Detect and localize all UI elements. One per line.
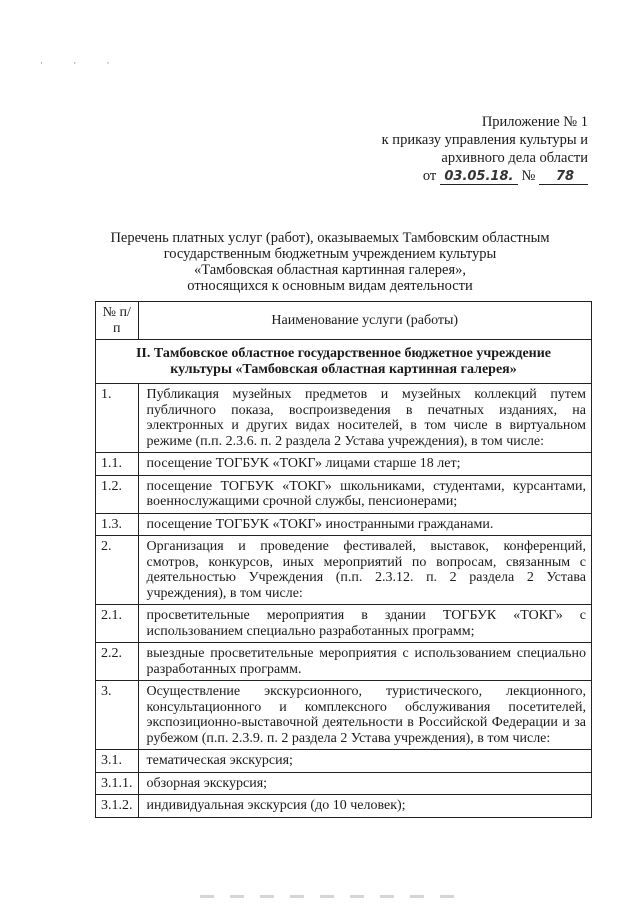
row-service-name: просветительные мероприятия в здании ТОГБУК «ТОКГ» с использованием специально разработанных программ; <box>138 605 592 643</box>
scan-edge-noise <box>200 895 460 898</box>
header-num: № п/п <box>96 302 139 340</box>
title-line-3: «Тамбовская областная картинная галерея», <box>193 262 467 278</box>
from-label: от <box>422 168 437 184</box>
table-row <box>96 453 592 476</box>
row-number: 3.1. <box>96 750 139 773</box>
row-number: 1. <box>96 384 139 453</box>
title-line-2: государственным бюджетным учреждением культуры <box>163 246 497 262</box>
row-service-name: обзорная экскурсия; <box>138 772 592 795</box>
row-number: 1.1. <box>96 453 139 476</box>
table-row <box>96 681 592 750</box>
table-row <box>96 795 592 818</box>
table-row <box>96 536 592 605</box>
row-number: 1.2. <box>96 475 139 513</box>
number-label: № <box>521 168 536 184</box>
scan-specks: · · · <box>40 58 124 68</box>
row-service-name: посещение ТОГБУК «ТОКГ» лицами старше 18 лет; <box>138 453 592 476</box>
table-row <box>96 384 592 453</box>
row-service-name: посещение ТОГБУК «ТОКГ» школьниками, студентами, курсантами, военнослужащими срочной службы, пенсионерами; <box>138 475 592 513</box>
table-header-row <box>96 302 592 340</box>
row-service-name: тематическая экскурсия; <box>138 750 592 773</box>
section-title: II. Тамбовское областное государственное бюджетное учреждение культуры «Тамбовская областная картинная галерея» <box>96 340 592 384</box>
row-service-name: посещение ТОГБУК «ТОКГ» иностранными гражданами. <box>138 513 592 536</box>
section-row <box>96 340 592 384</box>
row-service-name: Публикация музейных предметов и музейных коллекций путем публичного показа, воспроизведения в печатных изданиях, на электронных и других видах носителей, в том числе в виртуальном режиме (п.п. 2.3.6. п. 2 раздела 2 Устава учреждения), в том числе: <box>138 384 592 453</box>
row-service-name: выездные просветительные мероприятия с использованием специально разработанных программ. <box>138 643 592 681</box>
row-service-name: Организация и проведение фестивалей, выставок, конференций, смотров, конкурсов, иных мероприятий по вопросам, связанным с деятельностью Учреждения (п.п. 2.3.12. п. 2 раздела 2 Устава учреждения), в том числе: <box>138 536 592 605</box>
appendix-line-1: Приложение № 1 <box>481 114 588 130</box>
row-number: 3.1.1. <box>96 772 139 795</box>
row-service-name: Осуществление экскурсионного, туристического, лекционного, консультационного и комплексного обслуживания посетителей, экспозиционно-выставочной деятельности в Российской Федерации и за рубежом (п.п. 2.3.9. п. 2 раздела 2 Устава учреждения), в том числе: <box>138 681 592 750</box>
row-number: 2. <box>96 536 139 605</box>
table-row <box>96 475 592 513</box>
table-row <box>96 772 592 795</box>
title-line-4: относящихся к основным видам деятельности <box>187 278 473 294</box>
services-table <box>95 301 592 818</box>
row-number: 3.1.2. <box>96 795 139 818</box>
document-title <box>80 230 580 294</box>
row-number: 3. <box>96 681 139 750</box>
title-line-1: Перечень платных услуг (работ), оказываемых Тамбовским областным <box>110 230 550 246</box>
table-row <box>96 605 592 643</box>
table-body <box>96 384 592 818</box>
appendix-date-line <box>423 167 588 185</box>
header-name: Наименование услуги (работы) <box>138 302 592 340</box>
table-row <box>96 643 592 681</box>
row-number: 2.2. <box>96 643 139 681</box>
appendix-line-2: к приказу управления культуры и <box>381 132 588 148</box>
table-row <box>96 750 592 773</box>
handwritten-number: 78 <box>539 170 588 185</box>
handwritten-date: 03.05.18. <box>440 170 518 185</box>
row-service-name: индивидуальная экскурсия (до 10 человек); <box>138 795 592 818</box>
appendix-line-3: архивного дела области <box>441 150 588 166</box>
table-row <box>96 513 592 536</box>
appendix-block <box>382 113 588 185</box>
row-number: 2.1. <box>96 605 139 643</box>
row-number: 1.3. <box>96 513 139 536</box>
